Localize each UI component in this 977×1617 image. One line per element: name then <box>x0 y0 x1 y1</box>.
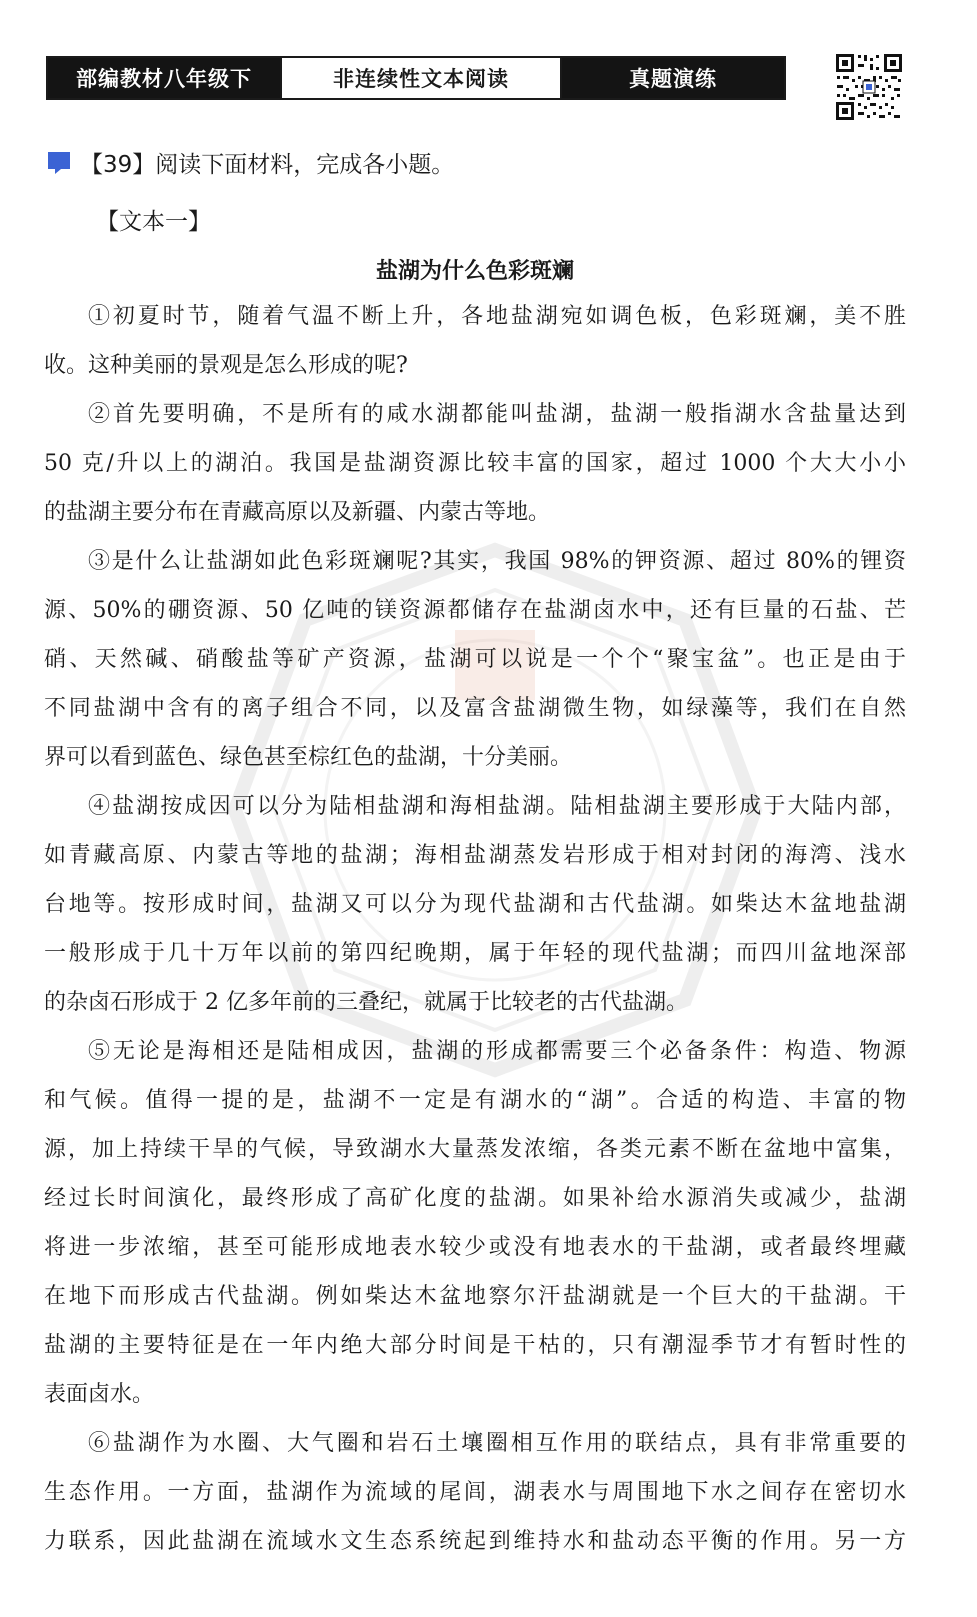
body-line: ②首先要明确，不是所有的咸水湖都能叫盐湖，盐湖一般指湖水含盐量达到 <box>88 402 906 427</box>
body-line: 表面卤水。 <box>44 1382 155 1407</box>
qr-code-icon[interactable] <box>834 52 904 122</box>
body-line: ④盐湖按成因可以分为陆相盐湖和海相盐湖。陆相盐湖主要形成于大陆内部， <box>88 794 906 819</box>
header-section: 真题演练 <box>562 58 784 98</box>
question-label: 【39】阅读下面材料，完成各小题。 <box>80 152 455 178</box>
body-line: ⑥盐湖作为水圈、大气圈和岩石土壤圈相互作用的联结点，具有非常重要的 <box>88 1431 906 1456</box>
body-line: 台地等。按形成时间，盐湖又可以分为现代盐湖和古代盐湖。如柴达木盆地盐湖 <box>44 892 906 917</box>
body-line: 界可以看到蓝色、绿色甚至棕红色的盐湖，十分美丽。 <box>44 745 573 770</box>
body-line: ①初夏时节，随着气温不断上升，各地盐湖宛如调色板，色彩斑斓，美不胜 <box>88 304 906 329</box>
body-line: ⑤无论是海相还是陆相成因，盐湖的形成都需要三个必备条件：构造、物源 <box>88 1039 906 1064</box>
body-line: 的盐湖主要分布在青藏高原以及新疆、内蒙古等地。 <box>44 500 551 525</box>
body-line: 生态作用。一方面，盐湖作为流域的尾闾，湖表水与周围地下水之间存在密切水 <box>44 1480 906 1505</box>
bookmark-icon <box>46 149 74 177</box>
body-line: 将进一步浓缩，甚至可能形成地表水较少或没有地表水的干盐湖，或者最终埋藏 <box>44 1235 906 1260</box>
body-line: 和气候。值得一提的是，盐湖不一定是有湖水的“湖”。合适的构造、丰富的物 <box>44 1088 906 1113</box>
header-grade: 部编教材八年级下 <box>48 58 280 98</box>
body-line: 经过长时间演化，最终形成了高矿化度的盐湖。如果补给水源消失或减少，盐湖 <box>44 1186 906 1211</box>
body-line: 如青藏高原、内蒙古等地的盐湖；海相盐湖蒸发岩形成于相对封闭的海湾、浅水 <box>44 843 906 868</box>
question-heading <box>46 146 454 179</box>
body-line: 不同盐湖中含有的离子组合不同，以及富含盐湖微生物，如绿藻等，我们在自然 <box>44 696 906 721</box>
body-line: 一般形成于几十万年以前的第四纪晚期，属于年轻的现代盐湖；而四川盆地深部 <box>44 941 906 966</box>
body-line: 50 克/升以上的湖泊。我国是盐湖资源比较丰富的国家，超过 1000 个大大小小 <box>44 451 906 476</box>
body-line: 源，加上持续干旱的气候，导致湖水大量蒸发浓缩，各类元素不断在盆地中富集， <box>44 1137 906 1162</box>
body-line: 硝、天然碱、硝酸盐等矿产资源，盐湖可以说是一个个“聚宝盆”。也正是由于 <box>44 647 906 672</box>
body-line: 盐湖的主要特征是在一年内绝大部分时间是干枯的，只有潮湿季节才有暂时性的 <box>44 1333 906 1358</box>
header-bar <box>46 56 786 100</box>
body-line: ③是什么让盐湖如此色彩斑斓呢?其实，我国 98%的钾资源、超过 80%的锂资 <box>88 549 906 574</box>
body-line: 收。这种美丽的景观是怎么形成的呢? <box>44 353 408 378</box>
text-label: 【文本一】 <box>96 209 211 235</box>
body-line: 在地下而形成古代盐湖。例如柴达木盆地察尔汗盐湖就是一个巨大的干盐湖。干 <box>44 1284 906 1309</box>
header-topic: 非连续性文本阅读 <box>280 58 562 98</box>
article-title: 盐湖为什么色彩斑斓 <box>375 259 574 284</box>
body-line: 的杂卤石形成于 2 亿多年前的三叠纪，就属于比较老的古代盐湖。 <box>44 990 688 1015</box>
body-line: 力联系，因此盐湖在流域水文生态系统起到维持水和盐动态平衡的作用。另一方 <box>44 1529 906 1554</box>
body-line: 源、50%的硼资源、50 亿吨的镁资源都储存在盐湖卤水中，还有巨量的石盐、芒 <box>44 598 906 623</box>
